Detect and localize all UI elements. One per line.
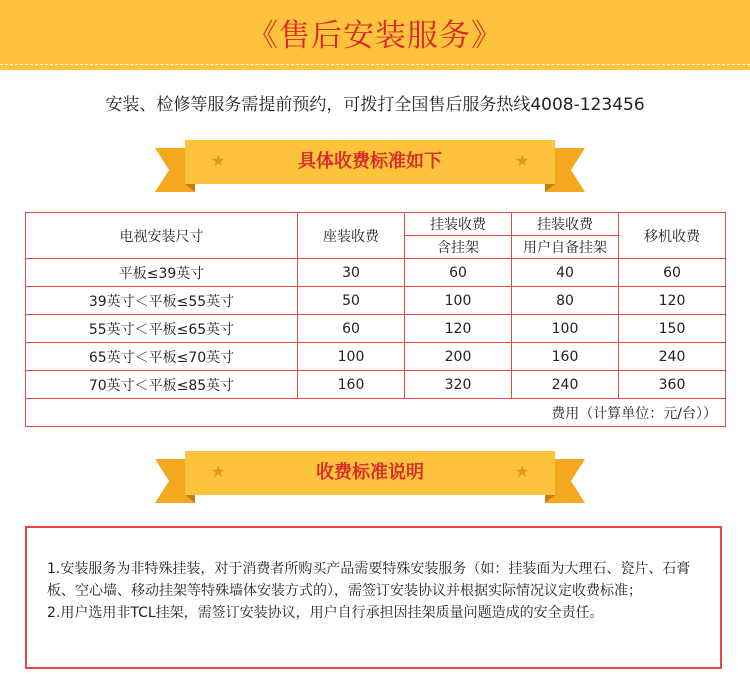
price-cell: 60: [405, 259, 512, 287]
service-notice: 安装、检修等服务需提前预约，可拨打全国售后服务热线4008-123456: [105, 95, 645, 115]
size-cell: 55英寸＜平板≤65英寸: [26, 315, 298, 343]
table-row: [26, 343, 726, 371]
price-cell: 200: [405, 343, 512, 371]
price-cell: 240: [619, 343, 726, 371]
size-cell: 70英寸＜平板≤85英寸: [26, 371, 298, 399]
size-cell: 39英寸＜平板≤55英寸: [26, 287, 298, 315]
price-cell: 150: [619, 315, 726, 343]
header-move: 移机收费: [619, 213, 726, 259]
price-cell: 60: [619, 259, 726, 287]
price-cell: 120: [619, 287, 726, 315]
price-cell: 240: [512, 371, 619, 399]
header-seat: 座装收费: [298, 213, 405, 259]
price-cell: 320: [405, 371, 512, 399]
price-cell: 80: [512, 287, 619, 315]
section-title: 具体收费标准如下: [298, 151, 442, 172]
price-cell: 60: [298, 315, 405, 343]
price-cell: 160: [512, 343, 619, 371]
price-cell: 30: [298, 259, 405, 287]
size-cell: 65英寸＜平板≤70英寸: [26, 343, 298, 371]
table-row: [26, 287, 726, 315]
explanation-item: 2.用户选用非TCL挂架，需签订安装协议，用户自行承担因挂架质量问题造成的安全责任。: [47, 605, 604, 621]
size-cell: 平板≤39英寸: [26, 259, 298, 287]
star-icon: ★: [211, 151, 226, 170]
header-wall-sub: 含挂架: [405, 236, 512, 259]
header-wall-own-sub: 用户自备挂架: [512, 236, 619, 259]
price-cell: 160: [298, 371, 405, 399]
star-icon: ★: [515, 462, 530, 481]
price-cell: 360: [619, 371, 726, 399]
price-cell: 40: [512, 259, 619, 287]
table-row: [26, 315, 726, 343]
explanation-item: 1.安装服务为非特殊挂装，对于消费者所购买产品需要特殊安装服务（如：挂装面为大理石、瓷片、石膏板、空心墙、移动挂架等特殊墙体安装方式的），需签订安装协议并根据实际情况议定收费标准；: [47, 561, 691, 599]
price-cell: 100: [512, 315, 619, 343]
header-wall: 挂装收费: [405, 213, 512, 236]
header-wall-own: 挂装收费: [512, 213, 619, 236]
table-row: [26, 259, 726, 287]
fee-table: [25, 212, 726, 427]
table-header-row: [26, 213, 726, 236]
header-size: 电视安装尺寸: [26, 213, 298, 259]
star-icon: ★: [211, 462, 226, 481]
price-cell: 100: [405, 287, 512, 315]
table-footnote-row: [26, 399, 726, 427]
page-title: 《售后安装服务》: [247, 18, 503, 54]
section-ribbon-notes: [155, 451, 585, 505]
price-cell: 120: [405, 315, 512, 343]
star-icon: ★: [515, 151, 530, 170]
section-title: 收费标准说明: [316, 462, 424, 483]
header-divider: [0, 64, 750, 65]
price-cell: 50: [298, 287, 405, 315]
fee-explanation: [47, 558, 707, 624]
section-ribbon-fees: [155, 140, 585, 194]
fee-explanation-box: [25, 526, 722, 669]
table-footnote: 费用（计算单位：元/台））: [26, 399, 726, 427]
price-cell: 100: [298, 343, 405, 371]
table-row: [26, 371, 726, 399]
